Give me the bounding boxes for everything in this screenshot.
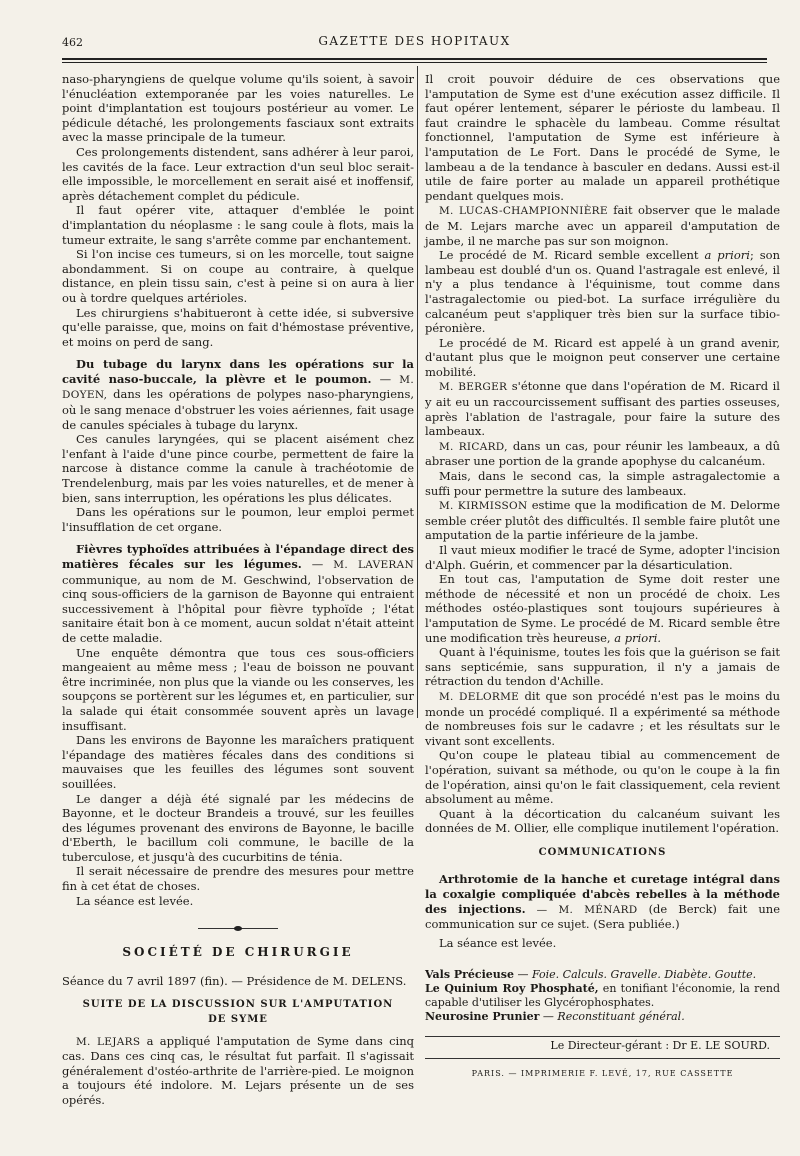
paragraph: Les chirurgiens s'habitueront à cette idée, si subversive qu'elle paraisse, que, moins on fait d'hémostase préventive, et moins on perd de sang. — [62, 305, 414, 349]
author-name: M. KIRMISSON — [439, 500, 528, 513]
ad-vals — [425, 968, 780, 982]
author-name: M. LEJARS — [76, 1035, 141, 1048]
section-heading: Du tubage du larynx dans les opérations sur la cavité naso-buccale, la plèvre et le poumon. — [62, 357, 414, 386]
page-header — [62, 32, 767, 52]
footer-rule-2 — [425, 1058, 780, 1059]
paragraph: Mais, dans le second cas, la simple astragalectomie a suffi pour permettre la suture des lambeaux. — [425, 469, 780, 498]
paragraph: Si l'on incise ces tumeurs, si on les morcelle, tout saigne abondamment. Si on coupe au contraire, à quelque distance, en plein tissu sain, c'est à peine si on aura à lier ou à tordre quelques artérioles. — [62, 247, 414, 305]
paragraph: Quant à l'équinisme, toutes les fois que la guérison se fait sans septicémie, sans suppuration, il n'y a jamais de rétraction du tendon d'Achille. — [425, 645, 780, 689]
section-heading: Arthrotomie de la hanche et curetage intégral dans la coxalgie compliquée d'abcès rebelles à la méthode des injections. — [425, 872, 780, 916]
paragraph: naso-pharyngiens de quelque volume qu'ils soient, à savoir l'énucléation extemporanée par les voies naturelles. Le point d'implantation est toujours postérieur au vomer. Le pédicule détaché, les prolongements fasciaux sont extraits avec la masse principale de la tumeur. — [62, 72, 414, 145]
berger-paragraph — [425, 379, 780, 438]
author-name: M. BERGER — [439, 381, 508, 394]
suite-title-1: SUITE DE LA DISCUSSION SUR L'AMPUTATION — [82, 999, 394, 1011]
printer-line: PARIS. — IMPRIMERIE F. LEVÉ, 17, RUE CASSETTE — [471, 1069, 734, 1079]
paragraph-text: ; son lambeau est doublé d'un os. Quand l'astragale est enlevé, il n'y a plus tendance à l'équinisme, tout comme dans l'astragalectomie ou pied-bot. La surface irrégulière du calcanéum peut s'appliquer très bien sur la surface tibio-péronière. — [425, 248, 780, 336]
column-divider — [417, 66, 418, 718]
left-column — [62, 72, 414, 1108]
paragraph: Qu'on coupe le plateau tibial au commencement de l'opération, suivant sa méthode, ou qu'on le coupe à la fin de l'opération, ainsi qu'on le fait classiquement, cela revient absolument au même. — [425, 748, 780, 807]
ad-text: — Foie. Calculs. Gravelle. Diabète. Goutte. — [513, 968, 757, 982]
header-rule-thin — [62, 62, 767, 63]
paragraph: Le procédé de M. Ricard est appelé à un grand avenir, d'autant plus que le moignon peut conserver une certaine mobilité. — [425, 335, 780, 379]
ad-text: en tonifiant l'économie, la rend capable d'utiliser les Glycérophosphates. — [425, 982, 781, 1010]
paragraph-text: Le procédé de M. Ricard semble excellent — [439, 248, 705, 263]
paragraph-text: dans un cas, pour réunir les lambeaux, a dû abraser une portion de la grande apophyse du calcanéum. — [425, 438, 781, 469]
author-name: — M. MÉNARD — [536, 903, 638, 916]
fievres-paragraph: Fièvres typhoïdes attribuées à l'épandage direct des matières fécales sur les légumes. — M. LAVERAN communique, au nom de M. Geschwind, l'observation de cinq sous-officiers de la garnison de Bayonne qui entraient successivement à l'hôpital pour fièvre typhoïde ; l'état sanitaire était bon à ce moment, aucun soldat n'était atteint de cette maladie. — [62, 542, 414, 645]
paragraph-text: s'étonne que dans l'opération de M. Ricard il y ait eu un raccourcissement suffisant des parties osseuses, après l'ablation de l'astragale, pour faire la suture des lambeaux. — [425, 379, 780, 439]
ad-text: — Reconstituant général. — [539, 1010, 685, 1024]
header-rule — [62, 58, 767, 60]
communications-title: COMMUNICATIONS — [538, 846, 667, 858]
paragraph: Dans les opérations sur le poumon, leur emploi permet l'insufflation de cet organe. — [62, 505, 414, 534]
italic-text: a priori — [704, 248, 750, 263]
arthrotomie-paragraph — [425, 872, 780, 931]
paragraph-text: fait observer que le malade de M. Lejars marche avec un appareil d'amputation de jambe, il ne marche pas sur son moignon. — [425, 203, 781, 248]
director-line: Le Directeur-gérant : Dr E. LE SOURD. — [550, 1039, 770, 1053]
paragraph: La séance est levée. — [76, 893, 194, 908]
italic-text: a priori. — [614, 630, 662, 645]
syme-paragraph — [425, 572, 780, 645]
paragraph: Ces prolongements distendent, sans adhérer à leur paroi, les cavités de la face. Leur extraction d'un seul bloc serait-elle impossible, le morcellement en serait aisé et inoffensif, après détachement complet du pédicule. — [62, 144, 414, 203]
paragraph: Il croit pouvoir déduire de ces observations que l'amputation de Syme est d'une exécution assez difficile. Il faut opérer lentement, séparer le périoste du lambeau. Il faut craindre le sphacèle du lambeau. Comme résultat fonctionnel, l'amputation de Syme est inférieure à l'amputation de Le Fort. Dans le procédé de Syme, le lambeau a de la tendance à basculer en dedans. Aussi est-il utile de faire porter au malade un appareil prothétique pendant quelques mois. — [425, 72, 780, 203]
author-name: M. LUCAS-CHAMPIONNIÈRE — [439, 205, 608, 218]
paragraph-text: a appliqué l'amputation de Syme dans cinq cas. Dans ces cinq cas, le résultat fut parfait. Il s'agissait généralement d'ostéo-arthrite de l'arrière-pied. Le moignon a toujours été indolore. M. Lejars présente un de ses opérés. — [62, 1033, 414, 1107]
tubage-paragraph: Du tubage du larynx dans les opérations sur la cavité naso-buccale, la plèvre et le poumon. — M. DOYEN, dans les opérations de polypes naso-pharyngiens, où le sang menace d'obstruer les voies aériennes, fait usage de canules spéciales à tubage du larynx. — [62, 357, 414, 432]
paragraph-text: dans les opérations de polypes naso-pharyngiens, où le sang menace d'obstruer les voies aériennes, fait usage de canules spéciales à tubage du larynx. — [62, 387, 414, 432]
paragraph-text: estime que la modification de M. Delorme semble créer plutôt des difficultés. Il semble faire plutôt une amputation de la partie inférieure de la jambe. — [425, 498, 781, 543]
ad-name: Vals Précieuse — [425, 968, 514, 982]
seance-line: Séance du 7 avril 1897 (fin). — Présidence de M. DELENS. — [62, 973, 407, 988]
lejars-paragraph — [62, 1034, 414, 1108]
suite-title-2: DE SYME — [208, 1014, 268, 1026]
author-name: M. LAVERAN — [333, 559, 414, 571]
ad-neurosine — [425, 1010, 780, 1024]
paragraph: Le danger a déjà été signalé par les médecins de Bayonne, et le docteur Brandeis a trouvé, sur les feuilles des légumes provenant des environs de Bayonne, le bacille d'Eberth, le bacillum coli commune, le bacille de la tuberculose, et jusqu'à des cucurbitins de ténia. — [62, 791, 414, 864]
paragraph-text: dit que son procédé n'est pas le moins du monde un procédé compliqué. Il a expérimenté sa méthode de nombreuses fois sur le cadavre ; et les résultats sur le vivant sont excellents. — [425, 688, 780, 748]
ricard-paragraph — [425, 439, 780, 469]
kirmisson-paragraph — [425, 498, 780, 543]
paragraph: Ces canules laryngées, qui se placent aisément chez l'enfant à l'aide d'une pince courbe, permettent de faire la narcose à distance comme la canule à trachéotomie de Trendelenburg, mais par les voies naturelles, et de mener à bien, sans interruption, les opérations les plus délicates. — [62, 432, 414, 505]
footer-rule — [425, 1036, 780, 1037]
paragraph-text: (de Berck) fait une communication sur ce sujet. (Sera publiée.) — [425, 901, 781, 932]
paragraph: Quant à la décortication du calcanéum suivant les données de M. Ollier, elle complique inutilement l'opération. — [425, 806, 780, 836]
lucas-paragraph — [425, 203, 780, 248]
ricard-method-paragraph — [425, 248, 780, 336]
section-heading: Fièvres typhoïdes attribuées à l'épandage direct des matières fécales sur les légumes. — [62, 542, 414, 571]
author-name: M. RICARD, — [439, 440, 508, 453]
delorme-paragraph — [425, 689, 780, 748]
right-column — [425, 72, 780, 1082]
ad-name: Le Quinium Roy Phosphaté, — [425, 982, 599, 996]
advertisements — [425, 968, 780, 1024]
ornament-divider — [198, 928, 278, 929]
author-name: M. DELORME — [439, 690, 520, 703]
paragraph: Une enquête démontra que tous ces sous-officiers mangeaient au même mess ; l'eau de boisson ne pouvant être incriminée, non plus que la viande ou les conserves, les soupçons se portèrent sur les légumes et, en particulier, sur la salade qui était consommée souvent après un lavage insuffisant. — [62, 645, 414, 733]
page-number: 462 — [62, 36, 83, 49]
ad-quinium — [425, 982, 780, 1010]
paragraph: La séance est levée. — [439, 935, 557, 950]
paragraph-text: communique, au nom de M. Geschwind, l'observation de cinq sous-officiers de la garnison de Bayonne qui entraient successivement à l'hôpital pour fièvre typhoïde ; l'état sanitaire était bon à ce moment, aucun soldat n'était atteint de cette maladie. — [62, 572, 414, 645]
ad-name: Neurosine Prunier — [425, 1010, 540, 1024]
paragraph-text: En tout cas, l'amputation de Syme doit rester une méthode de nécessité et non un procédé de choix. Les méthodes ostéo-plastiques sont toujours supérieures à l'amputation de Syme. Le procédé de M. Ricard semble être une modification très heureuse, — [425, 572, 780, 645]
paragraph: Il vaut mieux modifier le tracé de Syme, adopter l'incision d'Alph. Guérin, et commencer par la désarticulation. — [425, 543, 780, 572]
societe-title: SOCIÉTÉ DE CHIRURGIE — [122, 945, 354, 960]
journal-title: GAZETTE DES HOPITAUX — [318, 34, 511, 48]
paragraph: Il serait nécessaire de prendre des mesures pour mettre fin à cet état de choses. — [62, 864, 414, 894]
paragraph: Dans les environs de Bayonne les maraîchers pratiquent l'épandage des matières fécales dans des conditions si mauvaises que les feuilles des légumes sont souvent souillées. — [62, 733, 414, 791]
author-name: M. DOYEN, — [62, 373, 414, 402]
paragraph: Il faut opérer vite, attaquer d'emblée le point d'implantation du néoplasme : le sang coule à flots, mais la tumeur extraite, le sang s'arrête comme par enchantement. — [62, 203, 414, 247]
